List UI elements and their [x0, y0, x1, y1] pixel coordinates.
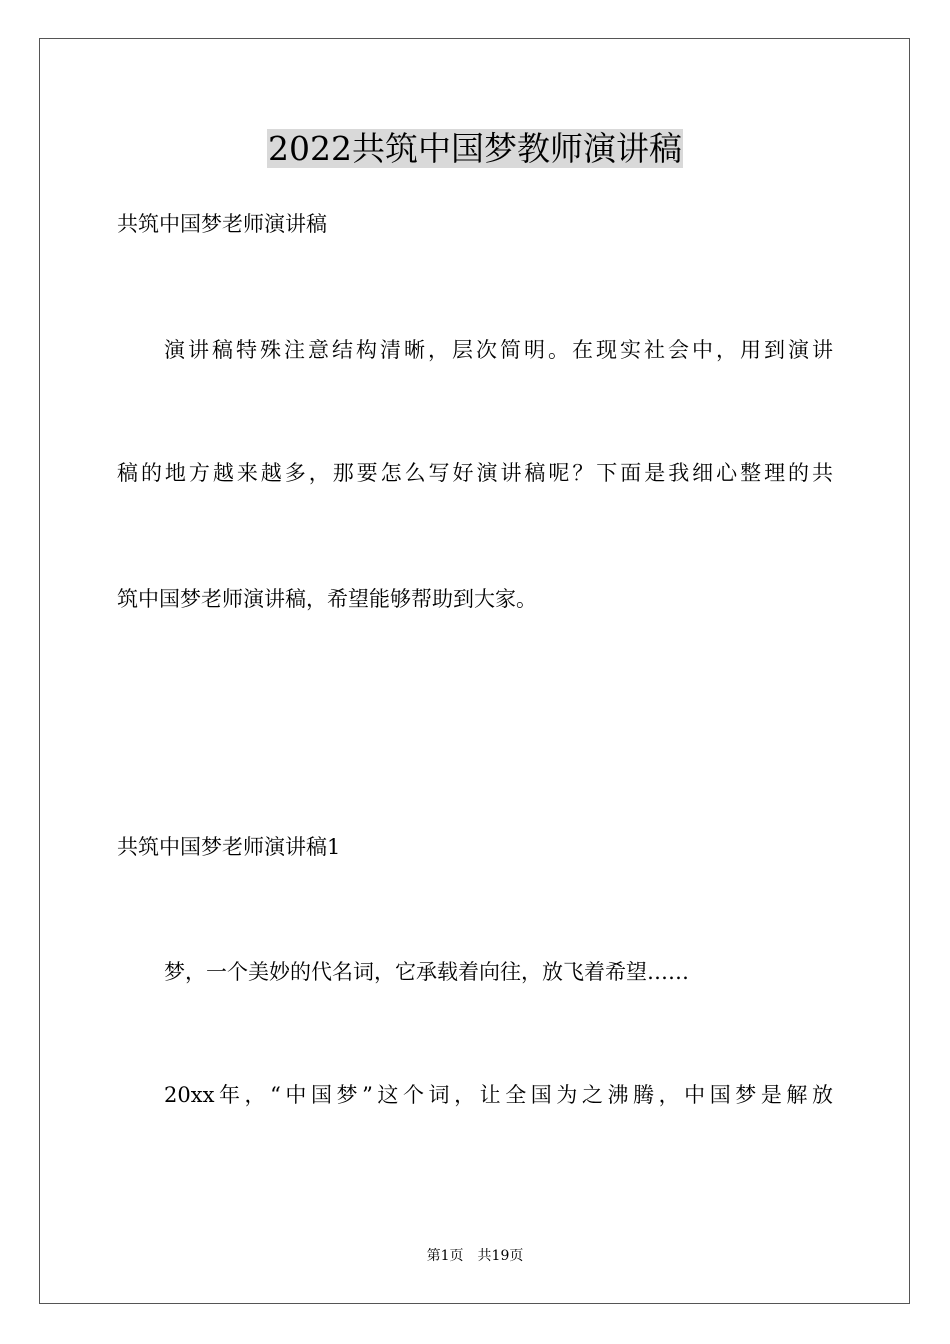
page-footer: 第1页 共19页 — [426, 1248, 524, 1264]
document-title — [0, 128, 950, 170]
document-title-text: 2022共筑中国梦教师演讲稿 — [268, 129, 682, 168]
subtitle-line: 共筑中国梦老师演讲稿 — [117, 212, 327, 236]
paragraph-line: 筑中国梦老师演讲稿，希望能够帮助到大家。 — [117, 587, 537, 611]
paragraph-line: 20xx年，“中国梦”这个词，让全国为之沸腾，中国梦是解放 — [164, 1083, 833, 1107]
paragraph-line: 梦，一个美妙的代名词，它承载着向往，放飞着希望…… — [164, 960, 689, 984]
section-heading: 共筑中国梦老师演讲稿1 — [117, 835, 341, 859]
paragraph-line: 演讲稿特殊注意结构清晰，层次简明。在现实社会中，用到演讲 — [164, 338, 833, 362]
paragraph-line: 稿的地方越来越多，那要怎么写好演讲稿呢？下面是我细心整理的共 — [117, 461, 833, 485]
